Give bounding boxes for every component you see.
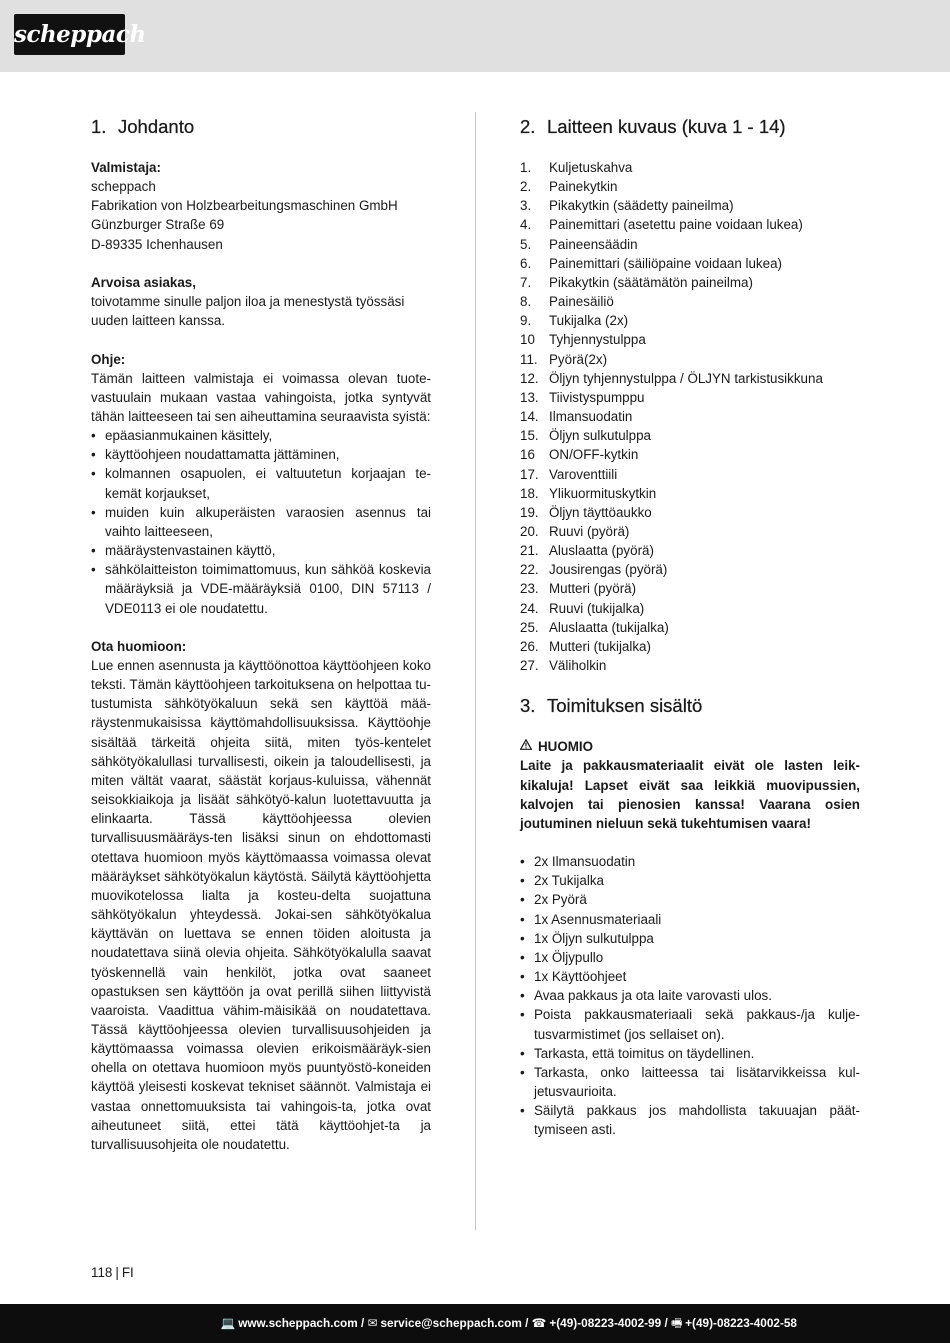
- part-number: 10: [520, 332, 535, 348]
- parts-list-item: [520, 407, 860, 426]
- note-list: [91, 426, 431, 618]
- part-name: Öljyn tyhjennystulppa / ÖLJYN tarkistusikkuna: [549, 370, 823, 386]
- part-number: 25.: [520, 619, 539, 635]
- step-item: • Poista pakkausmateriaali sekä pakkaus-/ja kulje-tusvarmistimet (jos sellaiset on).: [520, 1005, 860, 1043]
- parts-list-item: [520, 215, 860, 234]
- step-item: • Avaa pakkaus ja ota laite varovasti ulos.: [520, 986, 860, 1005]
- parts-list-item: [520, 618, 860, 637]
- part-number: 6.: [520, 255, 532, 271]
- part-name: Painekytkin: [549, 179, 618, 195]
- part-name: Ruuvi (pyörä): [549, 523, 630, 539]
- part-number: 7.: [520, 274, 532, 290]
- parts-list-item: [520, 350, 860, 369]
- part-number: 24.: [520, 600, 539, 616]
- website-link[interactable]: www.scheppach.com: [238, 1316, 358, 1330]
- right-column: [520, 115, 860, 1139]
- part-name: Kuljetuskahva: [549, 160, 633, 175]
- section-2-number: 2.: [520, 116, 536, 137]
- note-label: Ohje:: [91, 351, 126, 367]
- parts-list-item: [520, 311, 860, 330]
- part-number: 17.: [520, 466, 539, 482]
- contents-item: • 1x Öljyn sulkutulppa: [520, 929, 860, 948]
- warning-header: [520, 737, 860, 756]
- list-item: • sähkölaitteiston toimimattomuus, kun sähköä koskevia määräyksiä ja VDE-määräyksiä 0100, DIN 57113 / VDE0113 ei ole noudatettu.: [91, 560, 431, 617]
- part-number: 19.: [520, 504, 539, 520]
- part-name: Pyörä(2x): [549, 351, 608, 367]
- part-number: 23.: [520, 581, 539, 597]
- parts-list-item: [520, 522, 860, 541]
- contact-bar: [0, 1304, 950, 1343]
- fax-number: +(49)-08223-4002-58: [685, 1316, 797, 1330]
- part-number: 26.: [520, 638, 539, 654]
- attention-text: Lue ennen asennusta ja käyttöönottoa käyttöohjeen koko teksti. Tämän käyttöohjeen tarkoituksena on helpottaa tu-tustumista sähkötyökaluun sekä sen käyttöä mää-räystenmukaisissa käyttömahdollisuuksissa. Käyttöohje sisältää tärkeitä ohjeita siitä, miten työs-kentelet sähkötyökalullasi turvallisesti, oikein ja taloudellisesti, ja miten vältät vaarat, säästät korjaus-kuluissa, vähennät seisokkiaikoja ja lisäät sähkötyö-kalun luotettavuutta ja elinkaarta. Tässä käyttöohjeessa olevien turvallisuusmääräys-ten lisäksi sinun on ehdottomasti otettava huomioon myös käyttömaassa voimassa olevat määräykset sähkötyökalun käytöstä. Säilytä käyttöohjetta muovikotelossa lialta ja kosteu-delta suojattuna sähkötyökalun yhteydessä. Jokai-sen sähkötyökalua käyttävän on luettava se ennen töiden aloitusta ja noudatettava siinä olevia ohjeita. Sähkötyökalulla saavat työskennellä vain henkilöt, jotka ovat saaneet opastuksen sen käyttöön ja ovat perillä siihen liittyvistä vaaroista. Vaadittua vähim-mäisikää on noudatettava. Tässä käyttöohjeessa olevien turvallisuusohjeiden ja käyttömaassa voimassa olevien erikoismääräyk-sien ohella on otettava huomioon myös puuntyöstö-koneiden käyttöä yleisesti koskevat tekniset säännöt. Valmistaja ei vastaa onnettomuuksista tai vahingois-ta, jotka ovat aiheutuneet siitä, ettei tätä käyttöohjet-ta ja turvallisuusohjeita ole noudatettu.: [91, 658, 431, 1152]
- part-name: Öljyn täyttöaukko: [549, 504, 652, 520]
- contents-item: • 1x Käyttöohjeet: [520, 967, 860, 986]
- contents-item: • 1x Öljypullo: [520, 948, 860, 967]
- part-name: ON/OFF-kytkin: [549, 447, 639, 463]
- column-divider: [475, 112, 476, 1230]
- part-name: Tukijalka (2x): [549, 313, 629, 329]
- envelope-icon: ✉: [367, 1316, 378, 1330]
- part-name: Ilmansuodatin: [549, 409, 633, 425]
- contents-list: [520, 852, 860, 986]
- list-item: • kolmannen osapuolen, ei valtuutetun korjaajan te-kemät korjaukset,: [91, 464, 431, 502]
- list-item: • muiden kuin alkuperäisten varaosien asennus tai vaihto laitteeseen,: [91, 503, 431, 541]
- note-block: [91, 350, 431, 618]
- manufacturer-line: scheppach: [91, 179, 156, 195]
- part-number: 8.: [520, 294, 532, 310]
- part-name: Tiivistyspumppu: [549, 389, 645, 405]
- part-name: Tyhjennystulppa: [549, 332, 646, 348]
- part-name: Pikakytkin (säätämätön paineilma): [549, 274, 753, 290]
- part-number: 4.: [520, 217, 532, 233]
- part-name: Painemittari (säiliöpaine voidaan lukea): [549, 255, 782, 271]
- greeting-block: [91, 273, 431, 330]
- part-number: 18.: [520, 485, 539, 501]
- fax-icon: 🖷: [671, 1316, 683, 1330]
- attention-block: [91, 637, 431, 1154]
- part-number: 2.: [520, 179, 532, 195]
- part-number: 3.: [520, 198, 532, 214]
- scheppach-logo: scheppach: [14, 14, 125, 55]
- parts-list-item: [520, 369, 860, 388]
- parts-list-item: [520, 196, 860, 215]
- section-3-number: 3.: [520, 695, 536, 717]
- part-name: Mutteri (tukijalka): [549, 638, 651, 654]
- list-item: • käyttöohjeen noudattamatta jättäminen,: [91, 445, 431, 464]
- parts-list-item: [520, 426, 860, 445]
- part-name: Varoventtiili: [549, 466, 618, 482]
- language-code: FI: [121, 1265, 134, 1280]
- contents-item: • 2x Pyörä: [520, 890, 860, 909]
- parts-list-item: [520, 330, 860, 349]
- greeting-text: toivotamme sinulle paljon iloa ja menestystä työssäsi uuden laitteen kanssa.: [91, 294, 405, 329]
- attention-label: Ota huomioon:: [91, 638, 187, 654]
- part-name: Öljyn sulkutulppa: [549, 428, 651, 444]
- parts-list: [520, 158, 860, 675]
- contents-item: • 2x Tukijalka: [520, 871, 860, 890]
- parts-list-item: [520, 637, 860, 656]
- contents-item: • 2x Ilmansuodatin: [520, 852, 860, 871]
- part-number: 21.: [520, 543, 539, 559]
- parts-list-item: [520, 388, 860, 407]
- monitor-icon: 💻: [220, 1316, 236, 1330]
- email-link[interactable]: service@scheppach.com: [380, 1316, 522, 1330]
- parts-list-item: [520, 656, 860, 675]
- contact-separator: /: [525, 1316, 532, 1330]
- part-number: 15.: [520, 428, 539, 444]
- contents-item: • 1x Asennusmateriaali: [520, 910, 860, 929]
- phone-number: +(49)-08223-4002-99: [549, 1316, 662, 1330]
- section-1-heading: [91, 115, 431, 139]
- section-1-title: Johdanto: [118, 116, 195, 137]
- part-name: Ruuvi (tukijalka): [549, 600, 645, 616]
- section-2-title: Laitteen kuvaus (kuva 1 - 14): [547, 116, 786, 137]
- step-item: • Tarkasta, että toimitus on täydellinen.: [520, 1044, 860, 1063]
- part-name: Paineensäädin: [549, 236, 638, 252]
- part-number: 16: [520, 447, 535, 463]
- greeting-label: Arvoisa asiakas,: [91, 274, 196, 290]
- parts-list-item: [520, 465, 860, 484]
- warning-label: HUOMIO: [538, 739, 594, 755]
- manufacturer-line: D-89335 Ichenhausen: [91, 236, 223, 252]
- part-number: 11.: [520, 351, 538, 367]
- parts-list-item: [520, 235, 860, 254]
- part-number: 20.: [520, 523, 539, 539]
- part-name: Aluslaatta (tukijalka): [549, 619, 669, 635]
- warning-text: Laite ja pakkausmateriaalit eivät ole lasten leik-kikaluja! Lapset eivät saa leikkiä muovipussien, kalvojen tai pienosien kanssa! Vaarana osien joutuminen nieluun sekä tukehtumisen vaara!: [520, 758, 860, 831]
- part-number: 22.: [520, 562, 539, 578]
- parts-list-item: [520, 445, 860, 464]
- part-number: 9.: [520, 313, 532, 329]
- part-name: Väliholkin: [549, 658, 607, 674]
- list-item: • määräystenvastainen käyttö,: [91, 541, 431, 560]
- warning-triangle-icon: [520, 737, 534, 756]
- parts-list-item: [520, 579, 860, 598]
- contact-separator: /: [664, 1316, 672, 1330]
- parts-list-item: [520, 273, 860, 292]
- part-number: 1.: [520, 160, 532, 175]
- unpacking-steps-list: [520, 986, 860, 1139]
- section-3-title: Toimituksen sisältö: [547, 695, 703, 717]
- page-separator: |: [115, 1265, 119, 1280]
- page-number-footer: [91, 1265, 134, 1280]
- parts-list-item: [520, 292, 860, 311]
- part-name: Painemittari (asetettu paine voidaan lukea): [549, 217, 803, 233]
- part-name: Aluslaatta (pyörä): [549, 543, 654, 559]
- contact-separator: /: [361, 1316, 368, 1330]
- manufacturer-line: Günzburger Straße 69: [91, 217, 225, 233]
- part-number: 13.: [520, 389, 539, 405]
- manufacturer-line: Fabrikation von Holzbearbeitungsmaschinen GmbH: [91, 198, 398, 214]
- part-number: 27.: [520, 658, 539, 674]
- parts-list-item: [520, 484, 860, 503]
- section-3-heading: [520, 694, 860, 718]
- warning-block: [520, 737, 860, 833]
- section-1-number: 1.: [91, 116, 107, 137]
- part-name: Mutteri (pyörä): [549, 581, 637, 597]
- phone-icon: ☎: [531, 1316, 547, 1330]
- parts-list-item: [520, 177, 860, 196]
- left-column: [91, 115, 431, 1154]
- note-text: Tämän laitteen valmistaja ei voimassa olevan tuote-vastuulain mukaan vastaa vahingoista, jotka syntyvät tähän laitteeseen tai sen aiheuttamina seuraavista syistä:: [91, 370, 431, 424]
- manufacturer-label: Valmistaja:: [91, 160, 161, 175]
- part-name: Painesäiliö: [549, 294, 614, 310]
- part-name: Pikakytkin (säädetty paineilma): [549, 198, 734, 214]
- parts-list-item: [520, 158, 860, 177]
- part-number: 12.: [520, 370, 539, 386]
- part-name: Ylikuormituskytkin: [549, 485, 657, 501]
- parts-list-item: [520, 560, 860, 579]
- page-number: 118: [91, 1265, 113, 1280]
- list-item: • epäasianmukainen käsittely,: [91, 426, 431, 445]
- part-name: Jousirengas (pyörä): [549, 562, 668, 578]
- parts-list-item: [520, 541, 860, 560]
- part-number: 14.: [520, 409, 539, 425]
- part-number: 5.: [520, 236, 532, 252]
- section-2-heading: [520, 115, 860, 139]
- parts-list-item: [520, 503, 860, 522]
- parts-list-item: [520, 254, 860, 273]
- header-bar: [0, 0, 950, 72]
- step-item: • Tarkasta, onko laitteessa tai lisätarvikkeissa kul-jetusvaurioita.: [520, 1063, 860, 1101]
- step-item: • Säilytä pakkaus jos mahdollista takuuajan päät-tymiseen asti.: [520, 1101, 860, 1139]
- manufacturer-block: [91, 158, 431, 254]
- parts-list-item: [520, 599, 860, 618]
